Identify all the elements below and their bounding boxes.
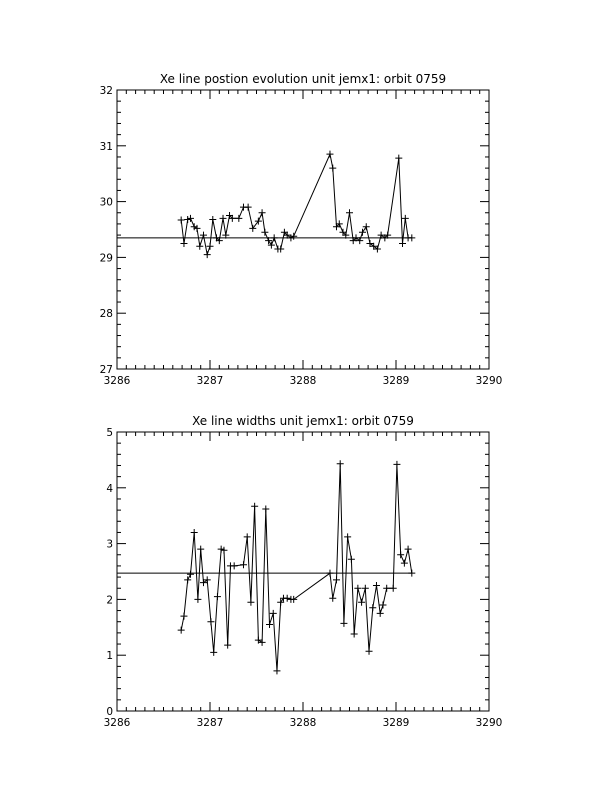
data-point-marker	[251, 503, 258, 510]
series-line	[181, 154, 412, 254]
y-tick-label: 0	[106, 706, 113, 718]
data-point-marker	[344, 533, 351, 540]
data-point-marker	[196, 243, 203, 250]
data-point-marker	[390, 585, 397, 592]
data-point-marker	[220, 215, 227, 222]
y-tick-label: 29	[99, 252, 113, 265]
data-point-marker	[244, 533, 251, 540]
data-point-marker	[337, 460, 344, 467]
data-point-marker	[231, 562, 238, 569]
data-point-marker	[329, 595, 336, 602]
data-point-marker	[326, 570, 333, 577]
y-tick-label: 30	[99, 196, 113, 209]
y-tick-label: 32	[99, 85, 113, 97]
data-point-marker	[194, 596, 201, 603]
series-line	[181, 464, 412, 671]
y-tick-label: 3	[106, 538, 113, 551]
data-point-marker	[393, 461, 400, 468]
data-point-marker	[379, 601, 386, 608]
data-point-marker	[235, 215, 242, 222]
data-point-marker	[333, 576, 340, 583]
data-point-marker	[348, 556, 355, 563]
data-point-marker	[340, 620, 347, 627]
data-point-marker	[204, 251, 211, 258]
data-point-marker	[284, 595, 291, 602]
line-widths-chart	[104, 414, 503, 729]
x-tick-label: 3286	[103, 375, 131, 387]
data-point-marker	[326, 151, 333, 158]
data-point-marker	[405, 546, 412, 553]
data-point-marker	[346, 209, 353, 216]
y-tick-label: 5	[106, 427, 113, 439]
data-point-marker	[397, 551, 404, 558]
data-point-marker	[358, 599, 365, 606]
data-point-marker	[214, 593, 221, 600]
data-point-marker	[369, 604, 376, 611]
data-point-marker	[402, 215, 409, 222]
data-point-marker	[401, 560, 408, 567]
data-point-marker	[245, 204, 252, 211]
plot-frame	[117, 90, 489, 369]
plot-frame	[117, 432, 489, 711]
data-point-marker	[363, 223, 370, 230]
y-tick-label: 31	[99, 140, 113, 153]
data-point-marker	[262, 506, 269, 513]
data-point-marker	[399, 240, 406, 247]
data-point-marker	[180, 240, 187, 247]
data-point-marker	[408, 570, 415, 577]
position-evolution-chart	[100, 72, 503, 387]
data-point-marker	[259, 209, 266, 216]
data-point-marker	[383, 585, 390, 592]
data-point-marker	[266, 621, 273, 628]
data-point-marker	[261, 229, 268, 236]
data-point-marker	[207, 243, 214, 250]
data-point-marker	[408, 234, 415, 241]
data-point-marker	[247, 599, 254, 606]
data-point-marker	[395, 155, 402, 162]
data-point-marker	[207, 618, 214, 625]
x-tick-label: 3290	[475, 717, 503, 729]
data-point-marker	[210, 649, 217, 656]
x-tick-label: 3289	[382, 375, 410, 387]
data-point-marker	[377, 610, 384, 617]
data-point-marker	[178, 627, 185, 634]
data-point-marker	[191, 529, 198, 536]
x-tick-label: 3287	[196, 717, 224, 729]
data-point-marker	[351, 630, 358, 637]
data-point-marker	[373, 582, 380, 589]
data-point-marker	[354, 585, 361, 592]
x-tick-label: 3288	[289, 717, 317, 729]
data-point-marker	[366, 648, 373, 655]
data-point-marker	[359, 229, 366, 236]
chart-title: Xe line widths unit jemx1: orbit 0759	[192, 414, 414, 428]
data-point-marker	[224, 642, 231, 649]
x-tick-label: 3286	[103, 717, 131, 729]
data-point-marker	[273, 667, 280, 674]
data-point-marker	[180, 613, 187, 620]
data-point-marker	[329, 165, 336, 172]
data-point-marker	[197, 546, 204, 553]
y-tick-label: 2	[106, 594, 113, 607]
chart-title: Xe line postion evolution unit jemx1: orbit 0759	[159, 72, 447, 86]
y-tick-label: 1	[106, 650, 113, 663]
y-tick-label: 28	[99, 308, 113, 321]
data-point-marker	[178, 217, 185, 224]
data-point-marker	[209, 216, 216, 223]
y-tick-label: 4	[106, 482, 113, 495]
x-tick-label: 3290	[475, 375, 503, 387]
x-tick-label: 3288	[289, 375, 317, 387]
data-point-marker	[270, 610, 277, 617]
y-tick-label: 27	[99, 364, 113, 376]
x-tick-label: 3289	[382, 717, 410, 729]
data-point-marker	[362, 585, 369, 592]
data-point-marker	[240, 561, 247, 568]
x-tick-label: 3287	[196, 375, 224, 387]
